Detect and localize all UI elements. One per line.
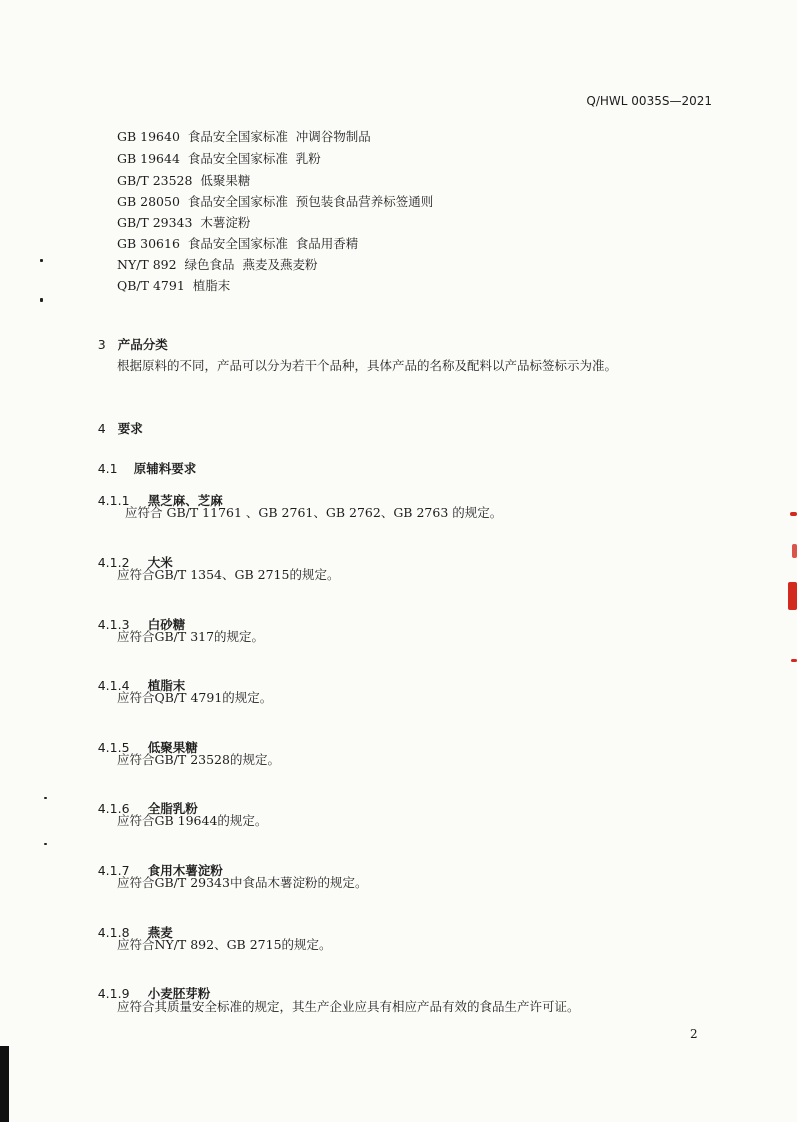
subsection-title: 燕麦 <box>147 925 173 940</box>
scan-speck <box>44 797 47 799</box>
subsection-number: 4.1.9 <box>97 986 130 1001</box>
scan-speck <box>40 259 43 262</box>
scan-speck <box>40 298 43 302</box>
red-stamp-edge <box>792 544 797 558</box>
paragraph: 应符合GB 19644的规定。 <box>117 813 268 828</box>
subsection-number: 4.1.5 <box>97 740 130 755</box>
reference-item: GB 19644 食品安全国家标准 乳粉 <box>117 151 321 166</box>
paragraph: 应符合 GB/T 11761 、GB 2761、GB 2762、GB 2763 的规定。 <box>125 505 503 520</box>
reference-item: GB/T 29343 木薯淀粉 <box>117 215 251 230</box>
section-heading-4-1 <box>89 442 196 478</box>
subsection-number: 4.1.2 <box>97 555 130 570</box>
paragraph: 根据原料的不同，产品可以分为若干个品种，具体产品的名称及配料以产品标签标示为准。 <box>117 358 618 373</box>
subsection-number: 4.1.6 <box>97 801 130 816</box>
document-code: Q/HWL 0035S—2021 <box>586 94 712 108</box>
reference-item: QB/T 4791 植脂末 <box>117 278 231 293</box>
paragraph: 应符合其质量安全标准的规定，其生产企业应具有相应产品有效的食品生产许可证。 <box>117 999 580 1014</box>
section-heading-4 <box>89 402 143 438</box>
subsection-number: 4.1.8 <box>97 925 130 940</box>
subsection-number: 4.1.1 <box>97 493 130 508</box>
section-number: 4 <box>97 421 106 436</box>
subsection-title: 植脂末 <box>147 678 186 693</box>
subsection-title: 全脂乳粉 <box>147 801 198 816</box>
subsection-number: 4.1.4 <box>97 678 130 693</box>
paragraph: 应符合GB/T 23528的规定。 <box>117 752 280 767</box>
section-title: 原辅料要求 <box>133 461 197 476</box>
red-stamp-edge <box>788 582 797 610</box>
paragraph: 应符合GB/T 317的规定。 <box>117 629 265 644</box>
reference-item: GB 30616 食品安全国家标准 食品用香精 <box>117 236 359 251</box>
section-number: 3 <box>97 337 106 352</box>
subsection-number: 4.1.7 <box>97 863 130 878</box>
subsection-title: 低聚果糖 <box>147 740 198 755</box>
reference-item: GB 19640 食品安全国家标准 冲调谷物制品 <box>117 129 371 144</box>
reference-item: GB 28050 食品安全国家标准 预包装食品营养标签通则 <box>117 194 434 209</box>
paragraph: 应符合GB/T 1354、GB 2715的规定。 <box>117 567 340 582</box>
subsection-number: 4.1.3 <box>97 617 130 632</box>
section-heading-3 <box>89 318 168 354</box>
scan-edge-bar <box>0 1046 9 1122</box>
subsection-title: 小麦胚芽粉 <box>147 986 211 1001</box>
reference-item: NY/T 892 绿色食品 燕麦及燕麦粉 <box>117 257 318 272</box>
section-title: 要求 <box>117 421 143 436</box>
reference-item: GB/T 23528 低聚果糖 <box>117 173 251 188</box>
paragraph: 应符合QB/T 4791的规定。 <box>117 690 273 705</box>
red-stamp-edge <box>790 512 797 516</box>
subsection-title: 食用木薯淀粉 <box>147 863 223 878</box>
page-number: 2 <box>690 1027 698 1041</box>
subsection-title: 黑芝麻、芝麻 <box>147 493 223 508</box>
paragraph: 应符合GB/T 29343中食品木薯淀粉的规定。 <box>117 875 368 890</box>
paragraph: 应符合NY/T 892、GB 2715的规定。 <box>117 937 332 952</box>
red-stamp-edge <box>791 659 797 662</box>
subsection-title: 大米 <box>147 555 173 570</box>
section-title: 产品分类 <box>117 337 168 352</box>
section-number: 4.1 <box>97 461 118 476</box>
subsection-title: 白砂糖 <box>147 617 186 632</box>
scan-speck <box>44 843 47 845</box>
